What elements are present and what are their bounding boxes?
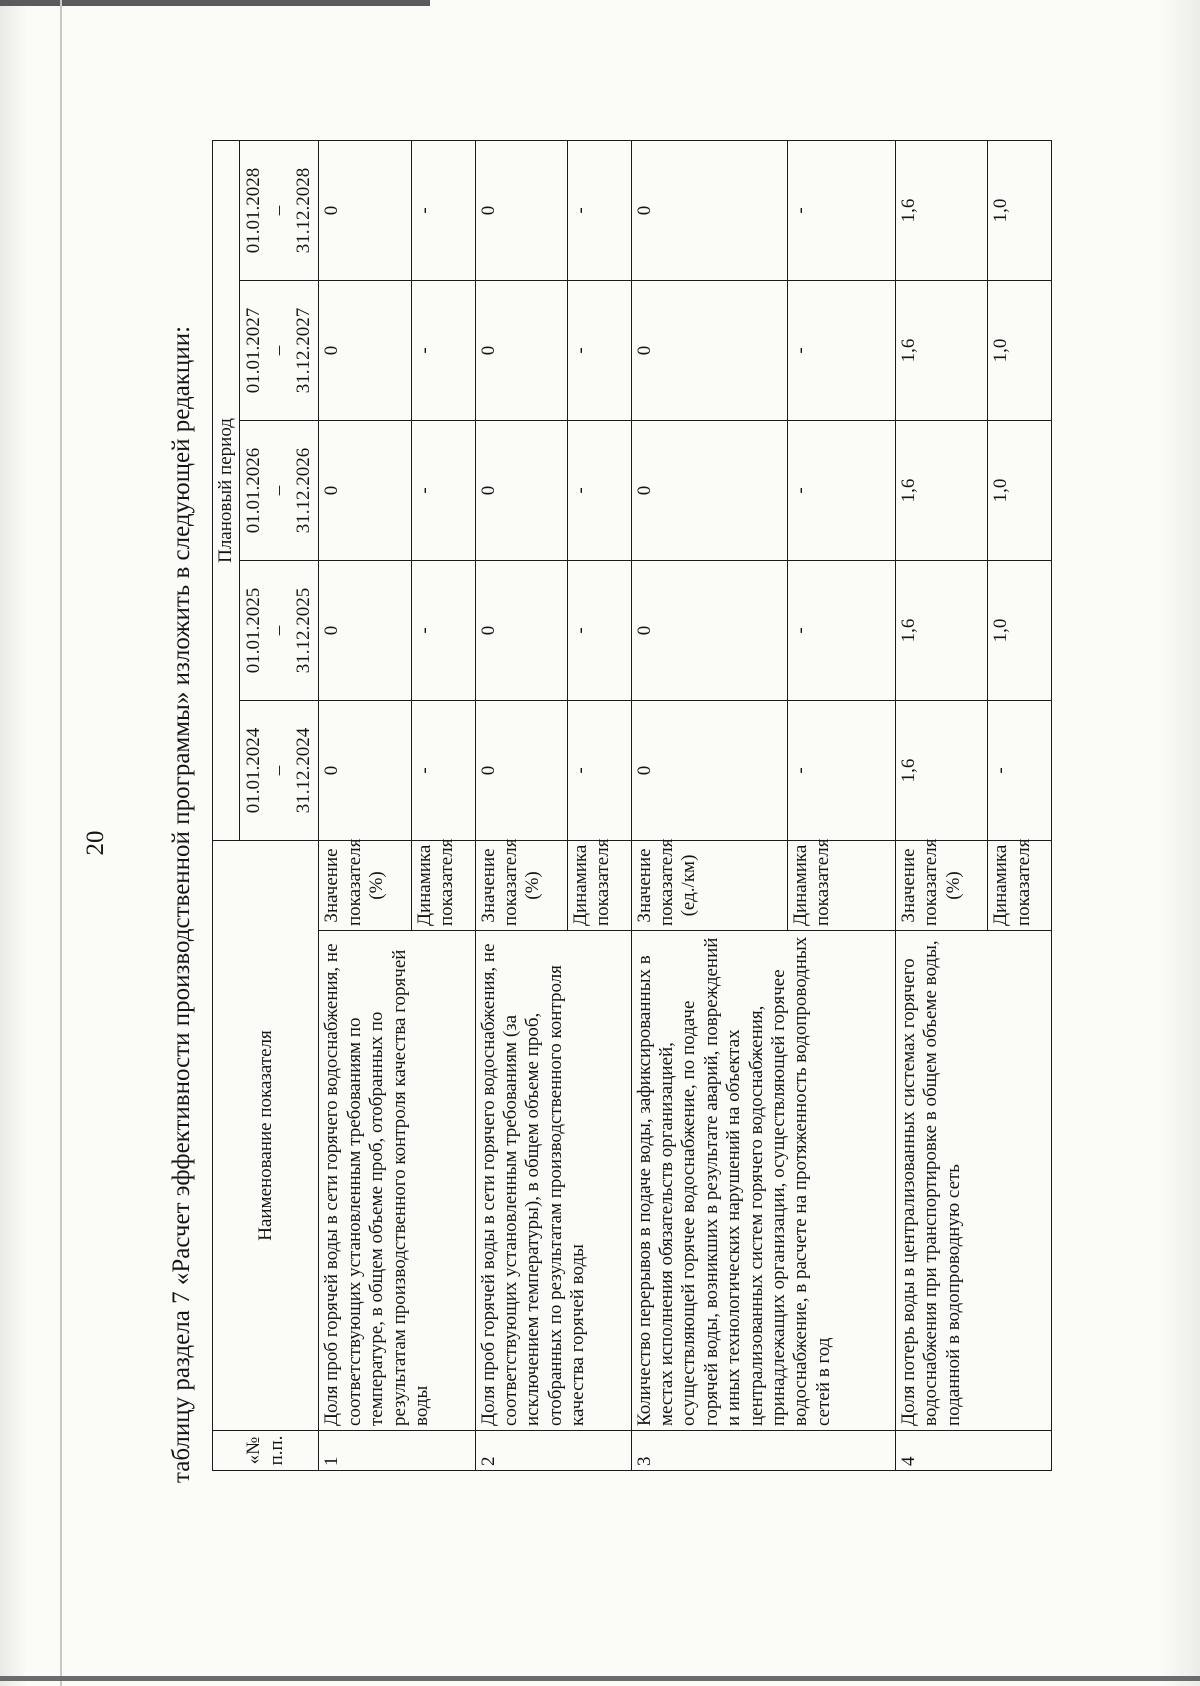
indicator-value: - — [567, 420, 631, 560]
indicator-value: 1,0 — [988, 280, 1052, 420]
row-number: 3 — [631, 1431, 895, 1471]
period-start: 01.01.2027 — [243, 307, 265, 394]
indicators-table — [212, 140, 1052, 1471]
indicator-value: 0 — [319, 700, 411, 840]
indicator-value: 0 — [319, 140, 411, 280]
indicator-value: 0 — [631, 280, 787, 420]
indicator-value: 0 — [475, 560, 567, 700]
indicator-unit: Значение показателя (%) — [475, 840, 567, 930]
indicator-value: 0 — [631, 560, 787, 700]
page-number: 20 — [82, 830, 109, 856]
period-start: 01.01.2025 — [243, 587, 265, 674]
indicator-value: 1,6 — [895, 280, 987, 420]
indicator-value: 1,6 — [895, 140, 987, 280]
indicator-value: - — [411, 560, 475, 700]
period-end: 31.12.2026 — [292, 447, 314, 534]
header-num: «№ п.п. — [213, 1431, 319, 1471]
period-start: 01.01.2028 — [243, 167, 265, 254]
indicator-value: 0 — [475, 140, 567, 280]
indicator-value: - — [788, 560, 896, 700]
row-number: 1 — [319, 1431, 475, 1471]
indicator-value: 1,6 — [895, 560, 987, 700]
indicator-value: - — [788, 280, 896, 420]
row-number: 4 — [895, 1431, 1051, 1471]
intro-text: таблицу раздела 7 «Расчет эффективности производственной программы» изложить в следующей редакции: — [168, 325, 195, 1483]
indicator-value: 0 — [319, 280, 411, 420]
indicator-value: - — [411, 700, 475, 840]
header-period — [240, 280, 319, 420]
indicator-value: - — [567, 140, 631, 280]
row-number: 2 — [475, 1431, 631, 1471]
period-dash: – — [268, 345, 290, 356]
period-end: 31.12.2028 — [292, 167, 314, 254]
indicator-value: 1,0 — [988, 420, 1052, 560]
indicator-value: - — [411, 280, 475, 420]
indicator-value: - — [988, 700, 1052, 840]
indicator-value: - — [567, 280, 631, 420]
indicator-value: - — [567, 700, 631, 840]
table-row — [319, 140, 411, 1470]
indicator-value: 1,0 — [988, 140, 1052, 280]
indicator-value: - — [411, 420, 475, 560]
indicator-value: - — [567, 560, 631, 700]
indicator-value: - — [788, 700, 896, 840]
period-dash: – — [268, 485, 290, 496]
header-period — [240, 700, 319, 840]
table-row — [631, 140, 787, 1470]
header-period — [240, 560, 319, 700]
indicator-name: Доля проб горячей воды в сети горячего водоснабжения, не соответствующих установленным требованиям по температуре, в общем объеме проб, отобранных по результатам производственного контроля качества горячей воды — [319, 931, 475, 1431]
indicator-value: 1,0 — [988, 560, 1052, 700]
indicator-unit: Динамика показателя — [788, 840, 896, 930]
indicator-unit: Динамика показателя — [411, 840, 475, 930]
indicator-value: - — [788, 420, 896, 560]
indicator-unit: Динамика показателя — [567, 840, 631, 930]
period-dash: – — [268, 625, 290, 636]
indicator-name: Доля потерь воды в централизованных системах горячего водоснабжения при транспортировке в общем объеме воды, поданной в водопроводную сеть — [895, 931, 1051, 1431]
period-dash: – — [268, 765, 290, 776]
header-name: Наименование показателя — [213, 840, 319, 1430]
indicator-value: 0 — [631, 140, 787, 280]
header-row-1 — [213, 140, 240, 1470]
indicator-value: 0 — [475, 700, 567, 840]
indicator-value: 0 — [475, 420, 567, 560]
indicator-unit: Динамика показателя — [988, 840, 1052, 930]
table-body — [319, 140, 1052, 1470]
indicator-value: 0 — [319, 420, 411, 560]
indicator-name: Доля проб горячей воды в сети горячего водоснабжения, не соответствующих установленным требованиям (за исключением температуры), в общем объеме проб, отобранных по результатам производственного контроля качества горячей воды — [475, 931, 631, 1431]
indicator-name: Количество перерывов в подаче воды, зафиксированных в местах исполнения обязательств организацией, осуществляющей горячее водоснабжение, по подаче горячей воды, возникших в результате аварий, повреждений и иных технологических нарушений на объектах централизованных систем горячего водоснабжения, принадлежащих организации, осуществляющей горячее водоснабжение, в расчете на протяженность водопроводных сетей в год — [631, 931, 895, 1431]
indicator-value: 1,6 — [895, 700, 987, 840]
header-period — [240, 420, 319, 560]
indicator-unit: Значение показателя (%) — [319, 840, 411, 930]
table-row — [895, 140, 987, 1470]
indicator-value: 0 — [475, 280, 567, 420]
header-planned-period: Плановый период — [213, 140, 240, 840]
indicator-unit: Значение показателя (ед./км) — [631, 840, 787, 930]
indicator-value: 1,6 — [895, 420, 987, 560]
header-period — [240, 140, 319, 280]
indicator-unit: Значение показателя (%) — [895, 840, 987, 930]
indicator-value: 0 — [319, 560, 411, 700]
period-end: 31.12.2025 — [292, 587, 314, 674]
period-dash: – — [268, 205, 290, 216]
period-end: 31.12.2024 — [292, 727, 314, 814]
period-start: 01.01.2024 — [243, 727, 265, 814]
indicator-value: 0 — [631, 700, 787, 840]
period-end: 31.12.2027 — [292, 307, 314, 394]
indicator-value: - — [411, 140, 475, 280]
period-start: 01.01.2026 — [243, 447, 265, 534]
indicator-value: - — [788, 140, 896, 280]
indicator-value: 0 — [631, 420, 787, 560]
table-row — [475, 140, 567, 1470]
